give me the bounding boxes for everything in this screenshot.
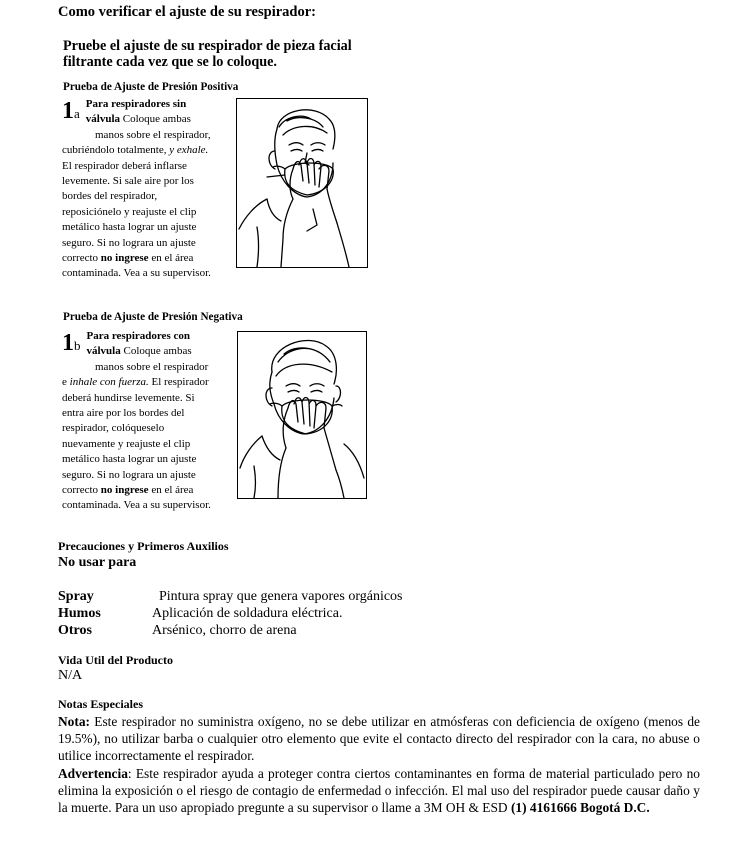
use-desc: Pintura spray que genera vapores orgánicos — [152, 589, 403, 604]
step-number-1b: 1b — [62, 330, 81, 356]
negative-test-heading: Prueba de Ajuste de Presión Negativa — [63, 311, 243, 323]
negative-test-illustration — [237, 331, 367, 499]
nota-paragraph: Nota: Este respirador no suministra oxígeno, no se debe utilizar en atmósferas con deficiencia de oxígeno (menos de 19.5%), no utilizar barba o cualquier otro elemento que evite el contacto directo del respirador con la cara, no abuse o utilice incorrectamente el respirador. — [58, 714, 700, 763]
negative-test-step — [62, 329, 232, 514]
negative-test-instructions: Para respiradores con válvula Coloque ambas manos sobre el respirador e inhale con fuerza. El respirador deberá hundirse levemente. Si entra aire por los bordes del respirador, colóqueselo nuevamente y reajuste el clip metálico hasta lograr un ajuste seguro. Si no lograra un ajuste correcto no ingrese en el área contaminada. Vea a su supervisor. — [62, 330, 211, 512]
step-number-1a: 1a — [62, 98, 80, 124]
use-desc: Aplicación de soldadura eléctrica. — [152, 606, 343, 621]
vida-util-heading: Vida Util del Producto — [58, 653, 174, 667]
use-row-otros — [58, 623, 297, 639]
intro-text: Pruebe el ajuste de su respirador de pieza facial filtrante cada vez que se lo coloque. — [63, 38, 352, 70]
positive-test-step — [62, 97, 232, 282]
advertencia-paragraph: Advertencia: Este respirador ayuda a proteger contra ciertos contaminantes en forma de material particulado pero no elimina la exposición o el riesgo de contagio de enfermedad o infección. El mal uso del respirador puede causar daño y la muerte. Para un uso apropiado pregunte a su supervisor o llame a 3M OH & ESD (1) 4161666 Bogotá D.C. — [58, 766, 700, 815]
positive-test-instructions: Para respiradores sin válvula Coloque ambas manos sobre el respirador, cubriéndolo totalmente, y exhale. El respirador deberá inflarse levemente. Si sale aire por los bordes del respirador, reposiciónelo y reajuste el clip metálico hasta lograr un ajuste seguro. Si no lograra un ajuste correcto no ingrese en el área contaminada. Vea a su supervisor. — [62, 98, 211, 280]
use-term: Humos — [58, 606, 101, 621]
vida-util-value: N/A — [58, 668, 83, 683]
precautions-heading: Precauciones y Primeros Auxilios — [58, 539, 229, 553]
use-term: Spray — [58, 589, 94, 604]
use-row-humos — [58, 606, 342, 622]
use-row-spray — [58, 589, 403, 605]
use-term: Otros — [58, 623, 92, 638]
notas-heading: Notas Especiales — [58, 697, 143, 711]
page-title: Como verificar el ajuste de su respirador: — [58, 4, 316, 20]
positive-test-heading: Prueba de Ajuste de Presión Positiva — [63, 81, 239, 93]
use-desc: Arsénico, chorro de arena — [152, 623, 297, 638]
no-usar-label: No usar para — [58, 555, 137, 570]
positive-test-illustration — [236, 98, 368, 268]
